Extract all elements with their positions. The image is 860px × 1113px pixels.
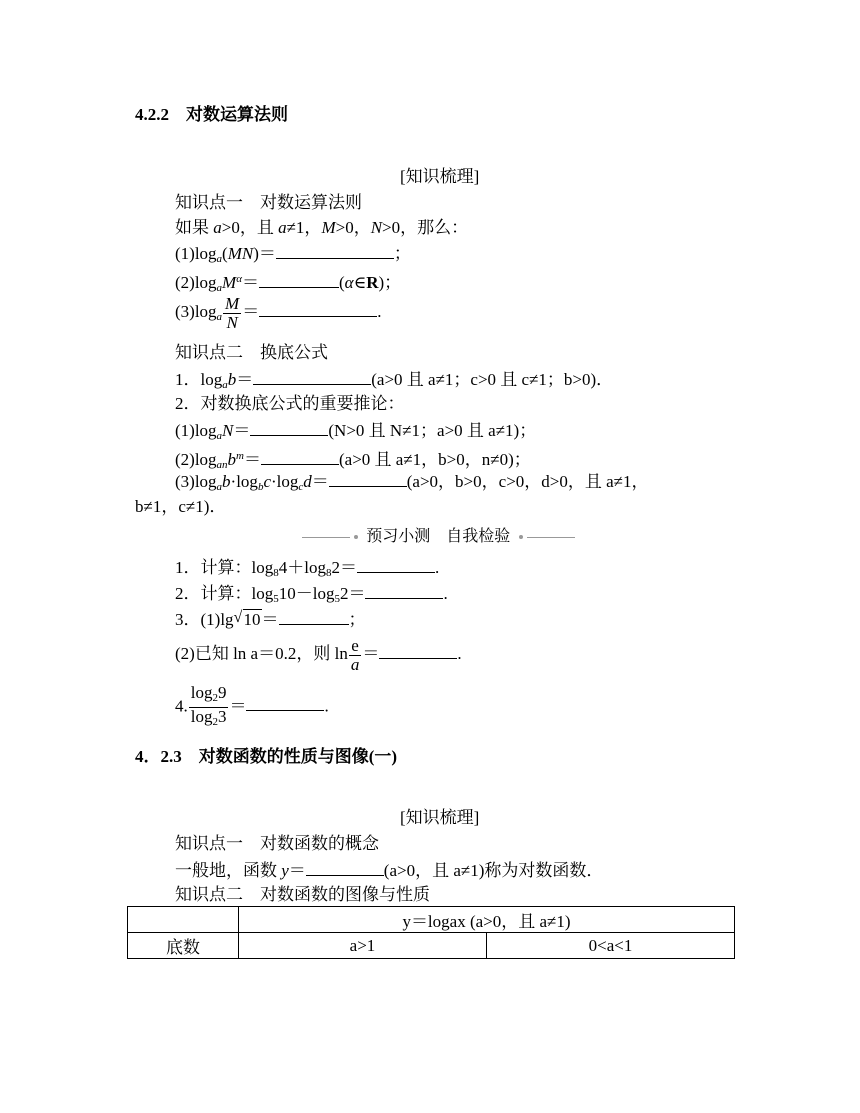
table-header: y＝logax (a>0，且 a≠1) [239,907,735,933]
table-row [128,933,735,959]
rule-1: $(1)\log_a(MN)=$ ； [175,244,411,265]
rule-2: $(2)\log_aM^\alpha=$ (α∈R)； [175,273,402,294]
question-4: 4. $\frac{\log_29}{\log_23}$ ＝ . [175,683,329,728]
kp2-title-2: 知识点二 对数函数的图像与性质 [175,885,430,904]
kp2-title: 知识点二 换底公式 [175,343,328,362]
decor-line-left [302,537,350,538]
question-3: 3．(1)lg √ 10＝ ； [175,609,366,629]
log-function-table [127,906,735,959]
section-title-2: 4．2.3 对数函数的性质与图像(一) [135,747,398,766]
corollary-3-cont: b≠1，c≠1)． [135,497,227,516]
change-of-base: 1．$\log_ab= (a>0$ 且 a≠1；c>0 且 c≠1；b>0)． [175,370,614,391]
corollary-3: $(3)\log_ab\cdot\log_bc\cdot\log_cd= (a>0$，b>0，c>0，d>0，且 a≠1， [175,472,649,493]
section-title: 4.2.2 对数运算法则 [135,105,288,124]
kp1-intro: 如果 a>0，且 a≠1，M>0，N>0，那么： [175,218,469,237]
kp1-title-2: 知识点一 对数函数的概念 [175,834,379,853]
function-definition: 一般地，函数 y＝ (a>0，且 a≠1)称为对数函数． [175,861,604,880]
corollary-2: $(2)\log_{an}b^m= (a>0$ 且 a≠1，b>0，n≠0)； [175,450,531,471]
decor-dot-left [354,535,358,539]
table-row-label: 底数 [128,933,239,959]
corollary-title: 2．对数换底公式的重要推论： [175,394,405,413]
table-row [128,907,735,933]
preview-header: 预习小测 自我检验 [302,525,575,547]
table-cell-empty [128,907,239,933]
rule-3: $(3)\log_a$ $\frac{M}{N}$ ＝ . [175,293,382,332]
kp1-title: 知识点一 对数运算法则 [175,193,362,212]
question-2: 2．计算：$\log_510-\log_52=$ . [175,584,448,605]
corollary-1: $(1)\log_aN= (N>0$ 且 N≠1；a>0 且 a≠1)； [175,421,537,442]
zhishi-label-2: [知识梳理] [400,808,480,827]
question-1: 1．计算：$\log_84+\log_82=$ . [175,558,440,579]
table-cell-a-lt-1: 0<a<1 [487,933,735,959]
zhishi-label: [知识梳理] [400,167,480,186]
decor-dot-right [519,535,523,539]
question-3b: (2)已知 ln a＝0.2，则 ln $\frac{e}{a}$ ＝ . [175,635,462,674]
table-cell-a-gt-1: a>1 [239,933,487,959]
decor-line-right [527,537,575,538]
